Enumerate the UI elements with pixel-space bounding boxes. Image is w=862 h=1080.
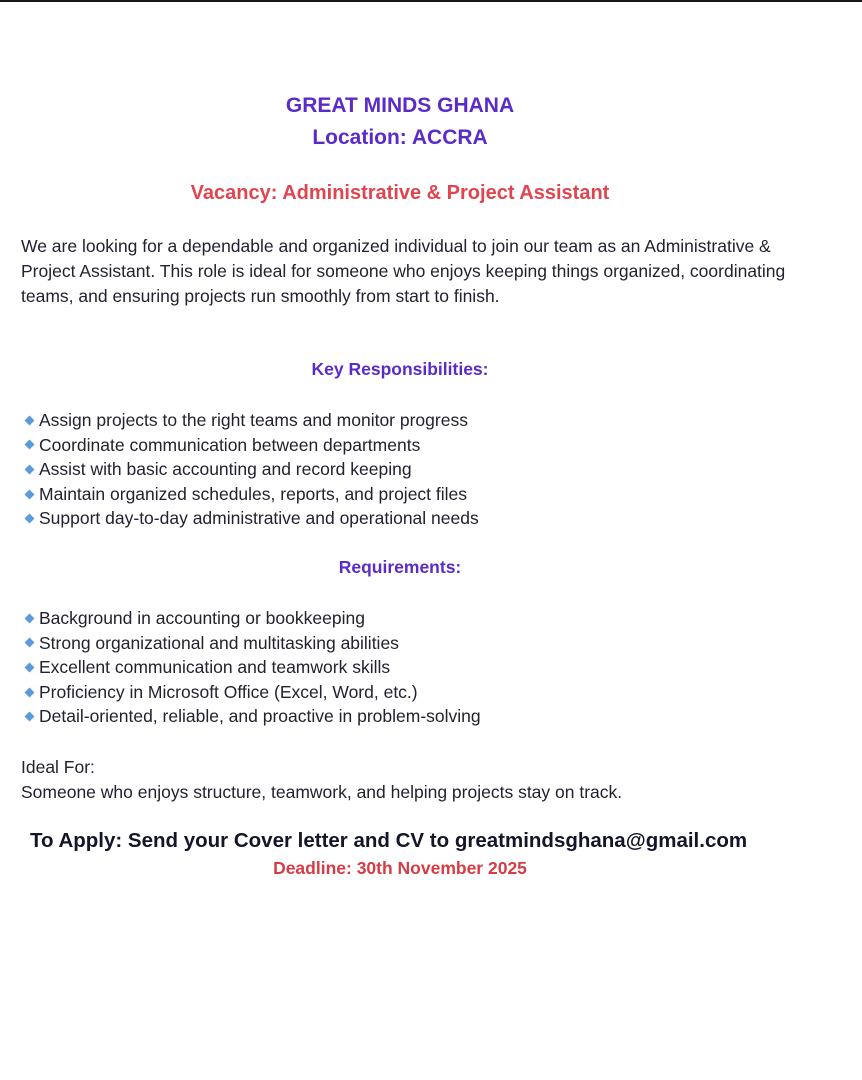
list-item (24, 704, 481, 729)
list-item-text: Assist with basic accounting and record keeping (39, 459, 412, 480)
list-item (24, 680, 481, 705)
responsibilities-heading: Key Responsibilities: (311, 359, 489, 379)
list-item-text: Detail-oriented, reliable, and proactive in problem-solving (39, 706, 481, 727)
list-item (24, 482, 479, 507)
diamond-bullet-icon (25, 712, 35, 722)
list-item-text: Support day-to-day administrative and operational needs (39, 508, 479, 529)
list-item-text: Coordinate communication between departments (39, 434, 421, 455)
list-item (24, 457, 479, 482)
top-border (0, 0, 862, 2)
responsibilities-list (24, 408, 479, 531)
apply-instructions: To Apply: Send your Cover letter and CV to greatmindsghana@gmail.com (30, 829, 748, 852)
ideal-for-label: Ideal For: (21, 757, 95, 777)
list-item-text: Background in accounting or bookkeeping (39, 608, 365, 628)
ideal-for-section (21, 755, 622, 805)
list-item (24, 631, 481, 656)
list-item (24, 408, 479, 433)
ideal-for-text: Someone who enjoys structure, teamwork, and helping projects stay on track. (21, 782, 623, 802)
list-item (24, 655, 481, 680)
diamond-bullet-icon (25, 613, 35, 623)
organization-name: GREAT MINDS GHANA (285, 94, 515, 117)
requirements-list (24, 606, 481, 729)
job-location: Location: ACCRA (312, 126, 488, 149)
diamond-bullet-icon (25, 440, 35, 450)
diamond-bullet-icon (25, 489, 35, 499)
list-item-text: Proficiency in Microsoft Office (Excel, Word, etc.) (39, 681, 418, 702)
list-item-text: Excellent communication and teamwork skills (39, 657, 391, 678)
list-item (24, 506, 479, 531)
application-deadline: Deadline: 30th November 2025 (273, 858, 527, 878)
diamond-bullet-icon (25, 465, 35, 475)
diamond-bullet-icon (25, 415, 35, 425)
requirements-heading: Requirements: (338, 557, 462, 577)
list-item-text: Maintain organized schedules, reports, and project files (39, 483, 468, 504)
diamond-bullet-icon (25, 663, 35, 673)
list-item-text: Assign projects to the right teams and monitor progress (39, 410, 468, 430)
list-item (24, 433, 479, 458)
list-item (24, 606, 481, 631)
diamond-bullet-icon (25, 638, 35, 648)
vacancy-title: Vacancy: Administrative & Project Assistant (190, 182, 610, 204)
intro-paragraph: We are looking for a dependable and organized individual to join our team as an Administrative & Project Assistant. This role is ideal for someone who enjoys keeping things organized, coordinating teams, and ensuring projects run smoothly from start to finish. (21, 236, 786, 306)
diamond-bullet-icon (25, 514, 35, 524)
diamond-bullet-icon (25, 687, 35, 697)
list-item-text: Strong organizational and multitasking abilities (39, 632, 399, 653)
